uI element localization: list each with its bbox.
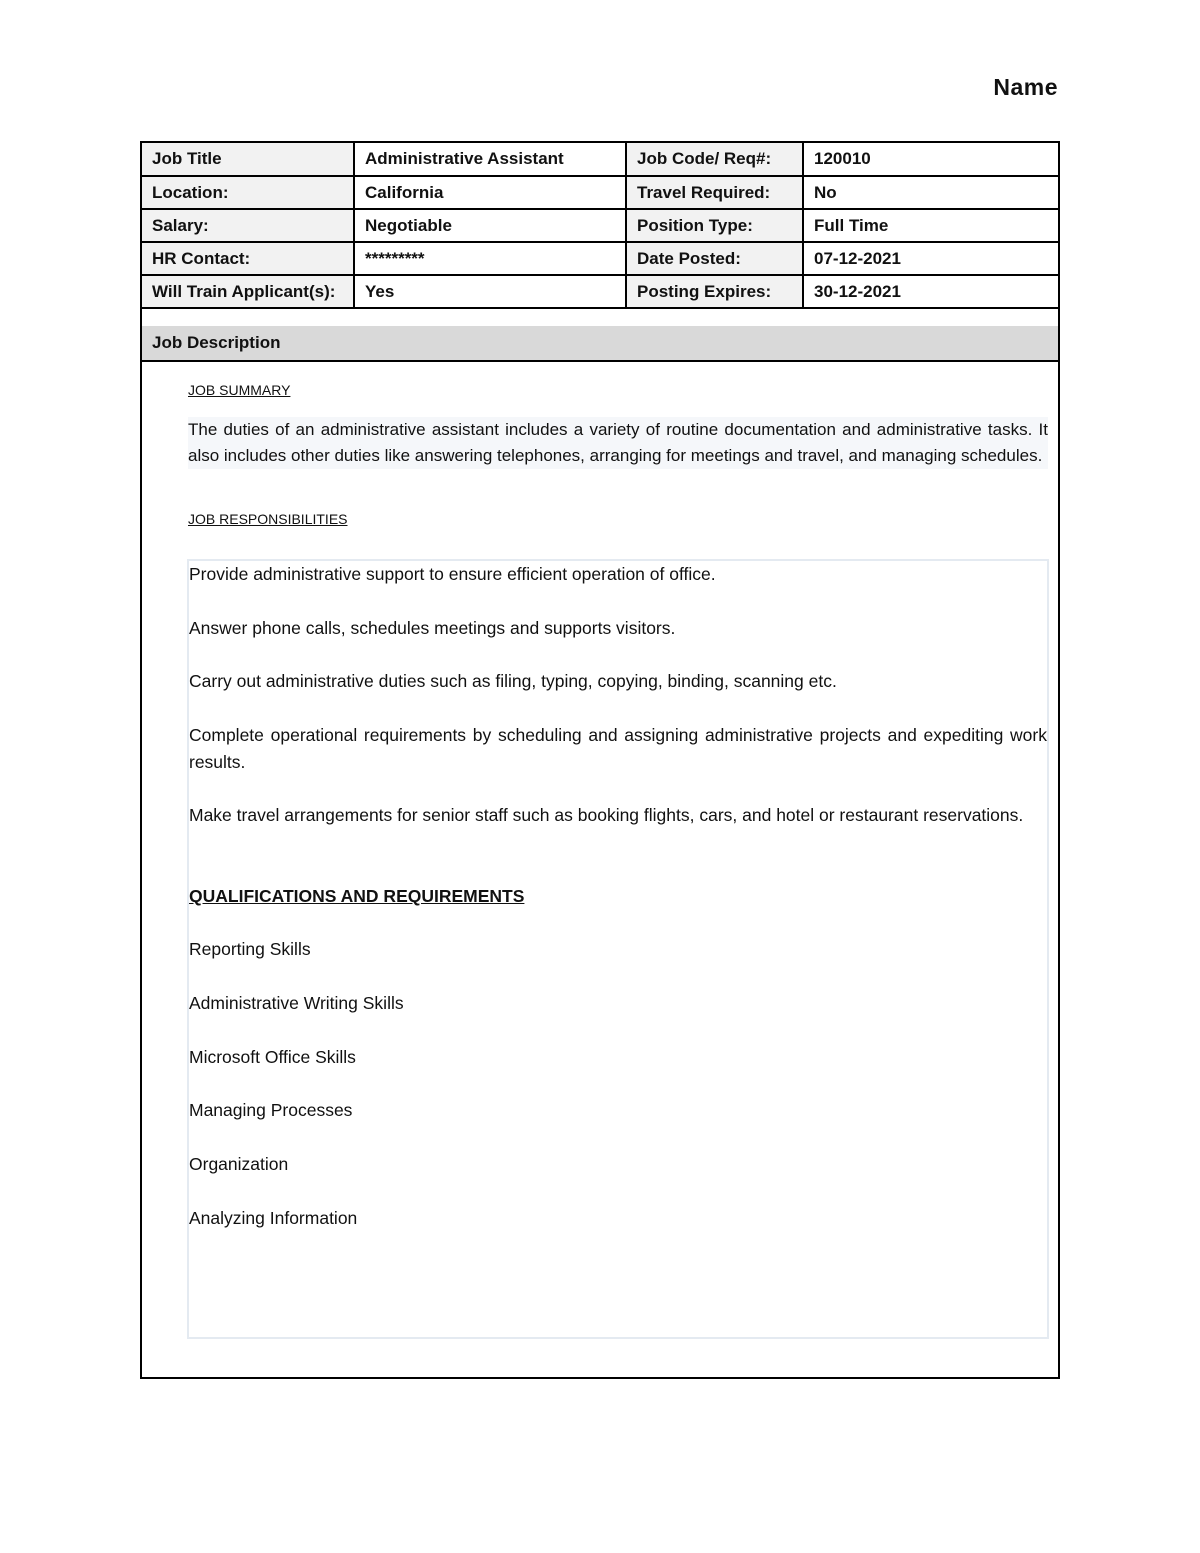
list-item: Microsoft Office Skills <box>189 1047 356 1067</box>
job-posting-frame <box>140 141 1060 1379</box>
posting-expires-value: 30-12-2021 <box>803 275 1058 308</box>
travel-required-label: Travel Required: <box>626 176 803 209</box>
document-name: Name <box>993 74 1058 100</box>
list-item: Analyzing Information <box>189 1208 358 1228</box>
table-row <box>142 275 1058 308</box>
qualifications-heading: QUALIFICATIONS AND REQUIREMENTS <box>189 886 525 906</box>
salary-label: Salary: <box>142 209 354 242</box>
job-description-header: Job Description <box>142 326 1058 362</box>
salary-value: Negotiable <box>354 209 626 242</box>
job-title-value: Administrative Assistant <box>354 143 626 176</box>
list-item: Reporting Skills <box>189 939 311 959</box>
will-train-value: Yes <box>354 275 626 308</box>
date-posted-value: 07-12-2021 <box>803 242 1058 275</box>
list-item: Organization <box>189 1154 289 1174</box>
list-item: Administrative Writing Skills <box>189 993 404 1013</box>
job-summary-heading: JOB SUMMARY <box>188 382 291 398</box>
table-row <box>142 209 1058 242</box>
position-type-value: Full Time <box>803 209 1058 242</box>
posting-expires-label: Posting Expires: <box>626 275 803 308</box>
location-value: California <box>354 176 626 209</box>
table-row <box>142 242 1058 275</box>
job-title-label: Job Title <box>142 143 354 176</box>
position-type-label: Position Type: <box>626 209 803 242</box>
list-item: Provide administrative support to ensure efficient operation of office. <box>189 564 716 584</box>
table-row <box>142 143 1058 176</box>
hr-contact-value: ********* <box>354 242 626 275</box>
responsibilities-box <box>187 559 1049 1339</box>
location-label: Location: <box>142 176 354 209</box>
job-code-label: Job Code/ Req#: <box>626 143 803 176</box>
travel-required-value: No <box>803 176 1058 209</box>
list-item: Answer phone calls, schedules meetings and supports visitors. <box>189 618 676 638</box>
table-row <box>142 176 1058 209</box>
job-summary-text: The duties of an administrative assistant includes a variety of routine documentation and administrative tasks. It also includes other duties like answering telephones, arranging for meetings and travel, and managing schedules. <box>188 417 1048 469</box>
list-item: Complete operational requirements by scheduling and assigning administrative projects and expediting work results. <box>189 725 1047 772</box>
list-item: Make travel arrangements for senior staff such as booking flights, cars, and hotel or restaurant reservations. <box>189 805 1024 825</box>
will-train-label: Will Train Applicant(s): <box>142 275 354 308</box>
job-responsibilities-heading: JOB RESPONSIBILITIES <box>188 511 348 527</box>
date-posted-label: Date Posted: <box>626 242 803 275</box>
job-info-table <box>142 143 1058 309</box>
job-code-value: 120010 <box>803 143 1058 176</box>
list-item: Carry out administrative duties such as filing, typing, copying, binding, scanning etc. <box>189 671 837 691</box>
list-item: Managing Processes <box>189 1100 353 1120</box>
hr-contact-label: HR Contact: <box>142 242 354 275</box>
